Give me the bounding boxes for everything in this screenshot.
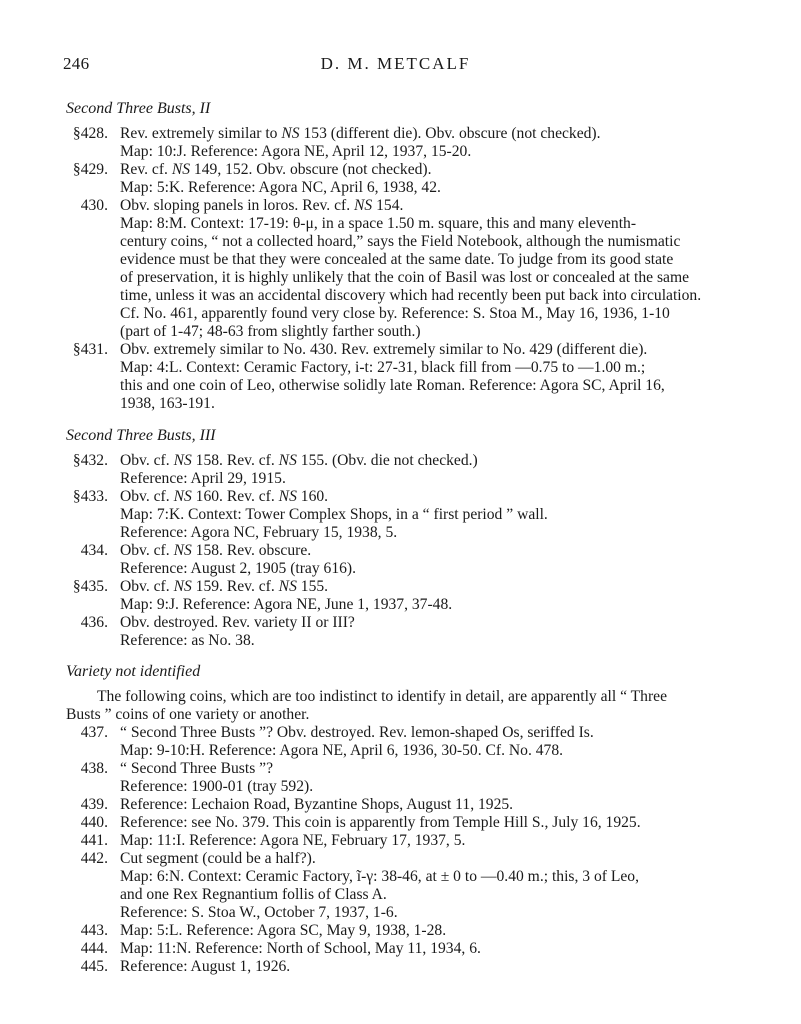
entry-number: §428. bbox=[72, 125, 108, 142]
entry-line: Rev. extremely similar to NS 153 (different die). Obv. obscure (not checked). bbox=[120, 125, 601, 142]
entry-line: Reference: August 1, 1926. bbox=[120, 958, 291, 975]
entry-text bbox=[120, 161, 760, 197]
entry-line: Reference: S. Stoa W., October 7, 1937, 1-6. bbox=[120, 904, 398, 921]
running-head bbox=[63, 54, 728, 78]
entry-line: century coins, “ not a collected hoard,” says the Field Notebook, although the numismatic bbox=[120, 233, 681, 250]
entry-text bbox=[120, 958, 760, 976]
entry-line: evidence must be that they were concealed at the same date. To judge from its good state bbox=[120, 251, 674, 268]
intro-line: Busts ” coins of one variety or another. bbox=[66, 706, 310, 723]
entry-line: Map: 7:K. Context: Tower Complex Shops, in a “ first period ” wall. bbox=[120, 506, 548, 523]
entry-line: Reference: 1900-01 (tray 592). bbox=[120, 778, 314, 795]
entry-line: Reference: Lechaion Road, Byzantine Shops, August 11, 1925. bbox=[120, 796, 514, 813]
entry-line: Obv. cf. NS 158. Rev. obscure. bbox=[120, 542, 312, 559]
entry-line: Obv. sloping panels in loros. Rev. cf. NS 154. bbox=[120, 197, 404, 214]
entry-text bbox=[120, 850, 760, 922]
page-number: 246 bbox=[63, 54, 90, 73]
entry-number: 445. bbox=[80, 958, 108, 975]
entry-text bbox=[120, 542, 760, 578]
section-heading: Second Three Busts, III bbox=[66, 427, 216, 444]
entry-line: “ Second Three Busts ”? bbox=[120, 760, 274, 777]
entry-line: Reference: Agora NC, February 15, 1938, 5. bbox=[120, 524, 398, 541]
entry-text bbox=[120, 760, 760, 796]
entry-line: (part of 1-47; 48-63 from slightly farther south.) bbox=[120, 323, 421, 340]
entry-line: Map: 4:L. Context: Ceramic Factory, i-t: 27-31, black fill from —0.75 to —1.00 m.; bbox=[120, 359, 646, 376]
entry-number: 437. bbox=[80, 724, 108, 741]
entry-text bbox=[120, 814, 760, 832]
entry-line: Map: 5:K. Reference: Agora NC, April 6, 1938, 42. bbox=[120, 179, 441, 196]
entry-line: time, unless it was an accidental discovery which had recently been put back into circulation. bbox=[120, 287, 702, 304]
entry-line: Obv. extremely similar to No. 430. Rev. extremely similar to No. 429 (different die). bbox=[120, 341, 648, 358]
entry-number: 444. bbox=[80, 940, 108, 957]
entry-line: Reference: August 2, 1905 (tray 616). bbox=[120, 560, 357, 577]
entry-number: 438. bbox=[80, 760, 108, 777]
entry-line: Obv. destroyed. Rev. variety II or III? bbox=[120, 614, 355, 631]
entry-line: Map: 8:M. Context: 17-19: θ-μ, in a space 1.50 m. square, this and many eleventh- bbox=[120, 215, 637, 232]
entry-line: Map: 6:N. Context: Ceramic Factory, ĩ-γ: 38-46, at ± 0 to —0.40 m.; this, 3 of Leo, bbox=[120, 868, 639, 885]
entry-text bbox=[120, 614, 760, 650]
entry-line: Rev. cf. NS 149, 152. Obv. obscure (not checked). bbox=[120, 161, 432, 178]
entry-number: 436. bbox=[80, 614, 108, 631]
entry-number: §432. bbox=[72, 452, 108, 469]
entry-line: Obv. cf. NS 158. Rev. cf. NS 155. (Obv. die not checked.) bbox=[120, 452, 478, 469]
entry-line: Cf. No. 461, apparently found very close by. Reference: S. Stoa M., May 16, 1936, 1-10 bbox=[120, 305, 670, 322]
entry-text bbox=[120, 125, 760, 161]
entry-text bbox=[120, 922, 760, 940]
entry-text bbox=[120, 724, 760, 760]
entry-line: this and one coin of Leo, otherwise solidly late Roman. Reference: Agora SC, April 16, bbox=[120, 377, 665, 394]
intro-line: The following coins, which are too indistinct to identify in detail, are apparently all “ Three bbox=[97, 688, 668, 705]
entry-number: 443. bbox=[80, 922, 108, 939]
entry-number: 440. bbox=[80, 814, 108, 831]
entry-line: Obv. cf. NS 159. Rev. cf. NS 155. bbox=[120, 578, 329, 595]
entry-number: §429. bbox=[72, 161, 108, 178]
entry-line: Reference: as No. 38. bbox=[120, 632, 255, 649]
entry-number: §435. bbox=[72, 578, 108, 595]
entry-text bbox=[120, 341, 760, 413]
entry-line: Map: 9-10:H. Reference: Agora NE, April 6, 1936, 30-50. Cf. No. 478. bbox=[120, 742, 564, 759]
entry-number: 441. bbox=[80, 832, 108, 849]
entry-line: of preservation, it is highly unlikely that the coin of Basil was lost or concealed at the same bbox=[120, 269, 690, 286]
entry-number: 430. bbox=[80, 197, 108, 214]
entry-line: “ Second Three Busts ”? Obv. destroyed. Rev. lemon-shaped Os, seriffed Is. bbox=[120, 724, 594, 741]
entry-line: Map: 11:N. Reference: North of School, May 11, 1934, 6. bbox=[120, 940, 481, 957]
entry-text bbox=[120, 197, 760, 341]
entry-number: 442. bbox=[80, 850, 108, 867]
section-heading: Second Three Busts, II bbox=[66, 100, 211, 117]
entry-line: Cut segment (could be a half?). bbox=[120, 850, 316, 867]
entry-line: Obv. cf. NS 160. Rev. cf. NS 160. bbox=[120, 488, 329, 505]
entry-text bbox=[120, 796, 760, 814]
entry-line: 1938, 163-191. bbox=[120, 395, 215, 412]
entry-line: Reference: April 29, 1915. bbox=[120, 470, 286, 487]
entry-line: Map: 9:J. Reference: Agora NE, June 1, 1937, 37-48. bbox=[120, 596, 453, 613]
entry-line: Reference: see No. 379. This coin is apparently from Temple Hill S., July 16, 1925. bbox=[120, 814, 641, 831]
entry-text bbox=[120, 452, 760, 488]
entry-number: 434. bbox=[80, 542, 108, 559]
entry-text bbox=[120, 578, 760, 614]
entry-line: Map: 10:J. Reference: Agora NE, April 12, 1937, 15-20. bbox=[120, 143, 472, 160]
entry-number: §433. bbox=[72, 488, 108, 505]
section-heading: Variety not identified bbox=[66, 663, 201, 680]
entry-text bbox=[120, 940, 760, 958]
entry-number: 439. bbox=[80, 796, 108, 813]
entry-text bbox=[120, 832, 760, 850]
entry-text bbox=[120, 488, 760, 542]
running-title: D. M. METCALF bbox=[320, 54, 471, 73]
entry-line: Map: 5:L. Reference: Agora SC, May 9, 1938, 1-28. bbox=[120, 922, 447, 939]
entry-line: Map: 11:I. Reference: Agora NE, February 17, 1937, 5. bbox=[120, 832, 466, 849]
entry-line: and one Rex Regnantium follis of Class A. bbox=[120, 886, 387, 903]
entry-number: §431. bbox=[72, 341, 108, 358]
